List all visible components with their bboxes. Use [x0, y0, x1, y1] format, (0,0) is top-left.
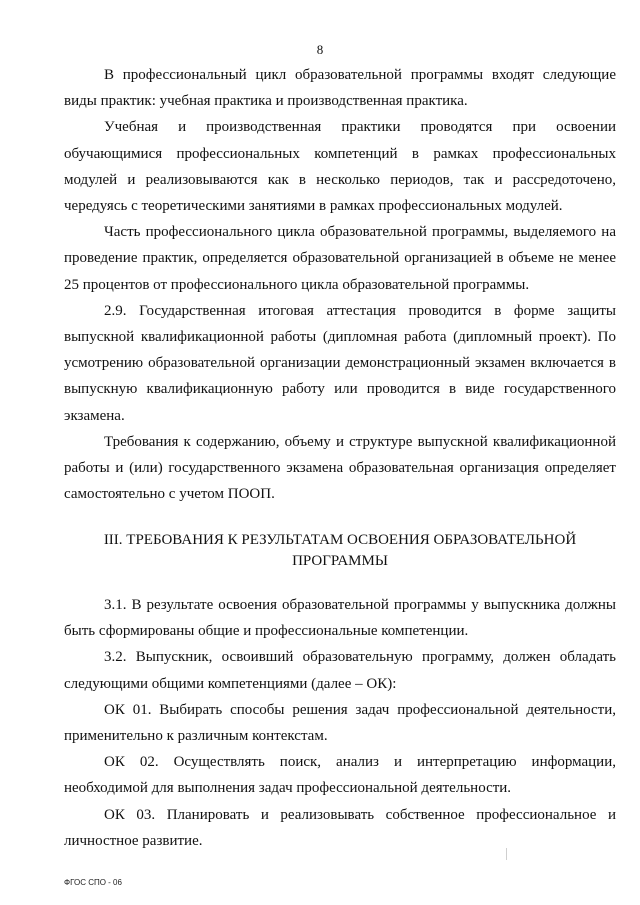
paragraph-practice-conduct: Учебная и производственная практики проводятся при освоении обучающимися профессиональных компетенций в рамках профессиональных модулей и реализовываются как в несколько периодов, так и рассредоточено, чередуясь с теоретическими занятиями в рамках профессиональных модулей. — [64, 119, 616, 215]
page-number: 8 — [316, 42, 324, 57]
scan-mark — [506, 848, 507, 860]
paragraph-vkr-requirements: Требования к содержанию, объему и структуре выпускной квалификационной работы и (или) государственного экзамена образовательная организация определяет самостоятельно с учетом ПООП. — [64, 433, 616, 503]
competence-ok-03: ОК 03. Планировать и реализовывать собственное профессиональное и личностное развитие. — [64, 806, 616, 849]
section-3-heading-line1: III. ТРЕБОВАНИЯ К РЕЗУЛЬТАТАМ ОСВОЕНИЯ ОБРАЗОВАТЕЛЬНОЙ — [103, 532, 577, 548]
section-3-heading — [64, 530, 616, 572]
paragraph-practice-types: В профессиональный цикл образовательной программы входят следующие виды практик: учебная практика и производственная практика. — [64, 67, 616, 110]
footer-document-code: ФГОС СПО - 06 — [64, 878, 122, 887]
section-3-heading-line2: ПРОГРАММЫ — [292, 553, 388, 569]
paragraph-final-attestation: 2.9. Государственная итоговая аттестация проводится в форме защиты выпускной квалификационной работы (дипломная работа (дипломный проект). По усмотрению образовательной организации демонстрационный экзамен включается в выпускную квалификационную работу или проводится в виде государственного экзамена. — [64, 302, 616, 424]
paragraph-3-1: 3.1. В результате освоения образовательной программы у выпускника должны быть сформированы общие и профессиональные компетенции. — [64, 597, 616, 640]
competence-ok-02: ОК 02. Осуществлять поиск, анализ и интерпретацию информации, необходимой для выполнения задач профессиональной деятельности. — [64, 754, 616, 797]
section-3-body — [64, 592, 616, 854]
section-2-continuation — [64, 62, 616, 507]
competence-ok-01: ОК 01. Выбирать способы решения задач профессиональной деятельности, применительно к различным контекстам. — [64, 701, 616, 745]
paragraph-3-2: 3.2. Выпускник, освоивший образовательную программу, должен обладать следующими общими компетенциями (далее – ОК): — [64, 649, 616, 692]
paragraph-practice-share: Часть профессионального цикла образовательной программы, выделяемого на проведение практик, определяется образовательной организацией в объеме не менее 25 процентов от профессионального цикла образовательной программы. — [64, 224, 616, 293]
